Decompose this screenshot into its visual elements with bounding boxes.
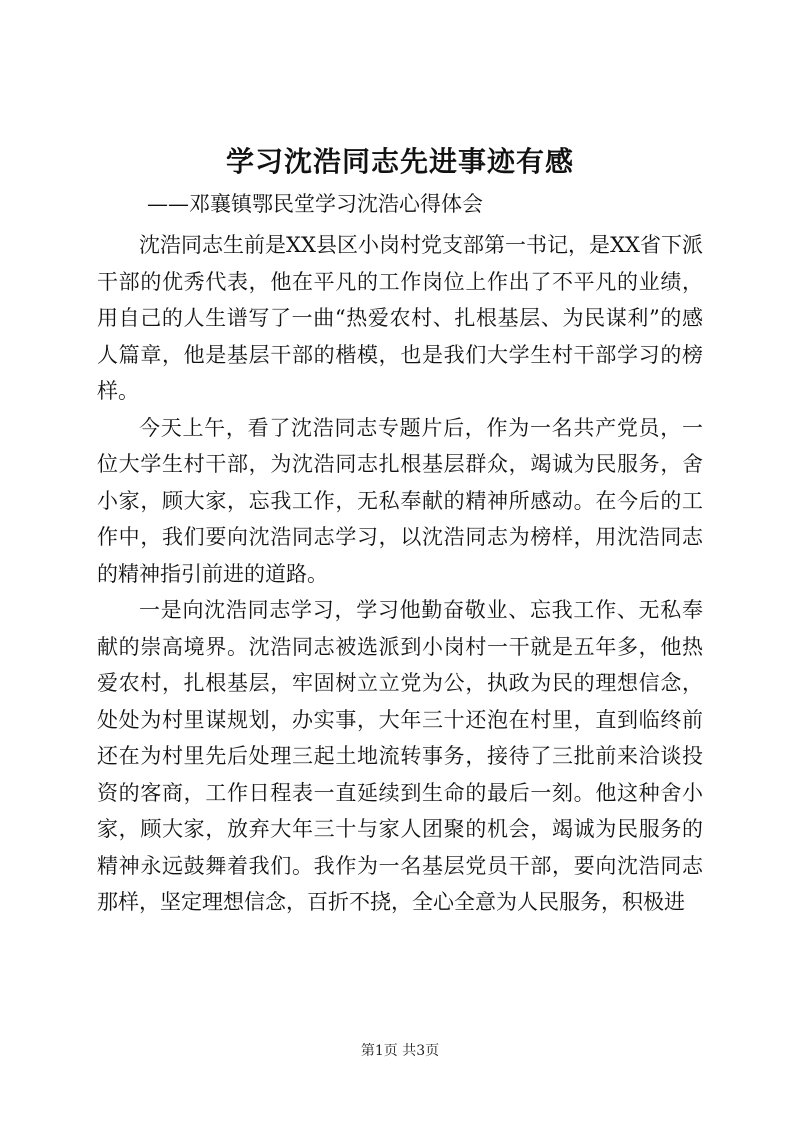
document-body [97, 227, 703, 921]
document-title: 学习沈浩同志先进事迹有感 [225, 145, 574, 178]
page-footer: 第1页 共3页 [360, 1043, 440, 1059]
paragraph-3: 一是向沈浩同志学习，学习他勤奋敬业、忘我工作、无私奉献的崇高境界。沈浩同志被选派到小岗村一干就是五年多，他热爱农村，扎根基层，牢固树立立党为公，执政为民的理想信念，处处为村里谋规划，办实事，大年三十还泡在村里，直到临终前还在为村里先后处理三起土地流转事务，接待了三批前来洽谈投资的客商，工作日程表一直延续到生命的最后一刻。他这种舍小家，顾大家，放弃大年三十与家人团聚的机会，竭诚为民服务的精神永远鼓舞着我们。我作为一名基层党员干部，要向沈浩同志那样，坚定理想信念，百折不挠，全心全意为人民服务，积极进 [97, 598, 703, 914]
document-subtitle: ——邓襄镇鄂民堂学习沈浩心得体会 [147, 192, 483, 216]
paragraph-1: 沈浩同志生前是XX县区小岗村党支部第一书记，是XX省下派干部的优秀代表，他在平凡的工作岗位上作出了不平凡的业绩，用自己的人生谱写了一曲“热爱农村、扎根基层、为民谋利”的感人篇章，他是基层干部的楷模，也是我们大学生村干部学习的榜样。 [97, 233, 703, 403]
paragraph-2: 今天上午，看了沈浩同志专题片后，作为一名共产党员，一位大学生村干部，为沈浩同志扎根基层群众，竭诚为民服务，舍小家，顾大家，忘我工作，无私奉献的精神所感动。在今后的工作中，我们要向沈浩同志学习，以沈浩同志为榜样，用沈浩同志的精神指引前进的道路。 [97, 415, 703, 586]
